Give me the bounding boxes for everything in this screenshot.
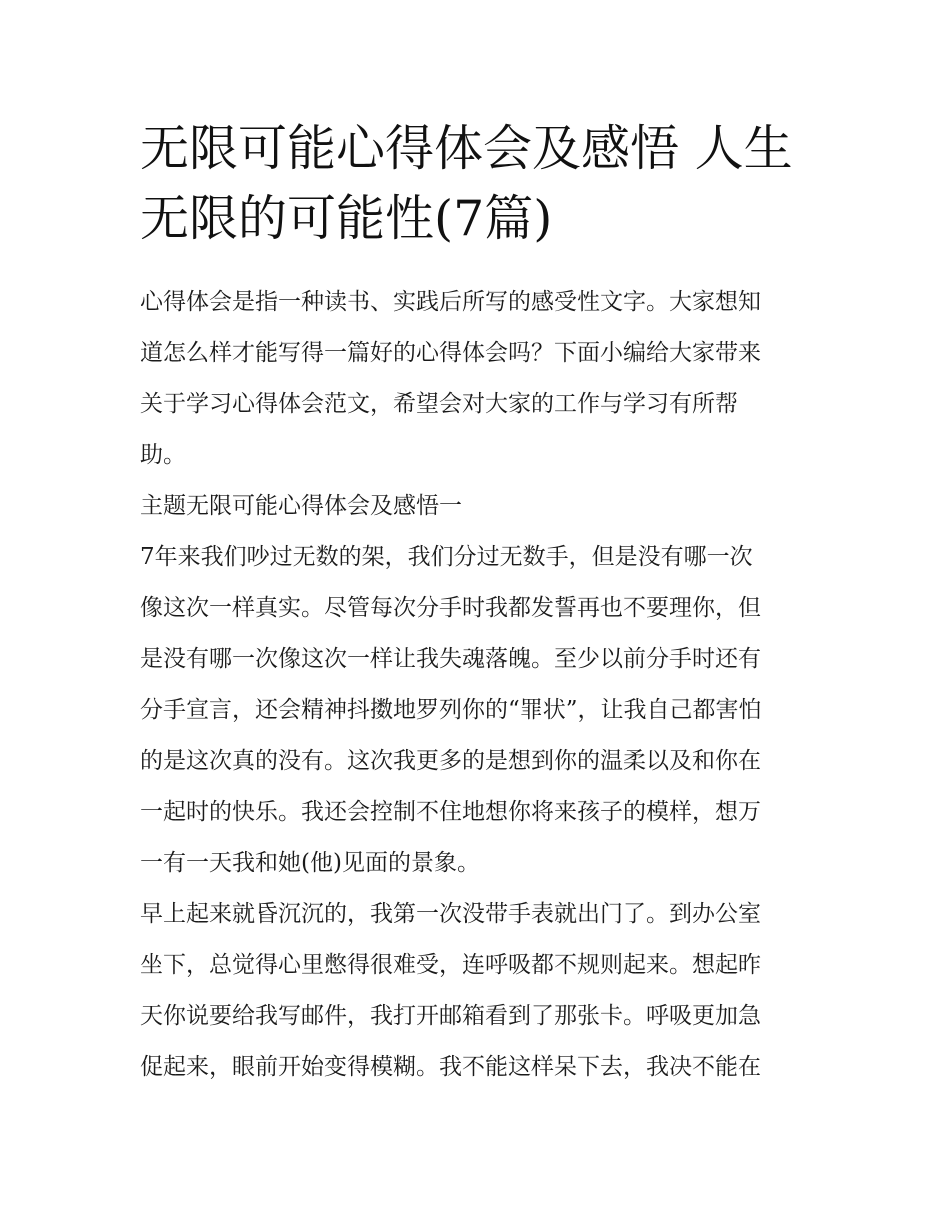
text-line: 助。 <box>140 442 186 468</box>
text-line: 一起时的快乐。我还会控制不住地想你将来孩子的模样，想万 <box>140 799 761 825</box>
text-line: 坐下，总觉得心里憋得很难受，连呼吸都不规则起来。想起昨 <box>140 952 761 978</box>
text-line: 是没有哪一次像这次一样让我失魂落魄。至少以前分手时还有 <box>140 646 761 672</box>
text-line: 7年来我们吵过无数的架，我们分过无数手，但是没有哪一次 <box>140 544 753 570</box>
text-line: 促起来，眼前开始变得模糊。我不能这样呆下去，我决不能在 <box>140 1054 761 1080</box>
intro-paragraph <box>140 277 830 481</box>
title-line: 无限可能心得体会及感悟 人生 <box>140 120 793 177</box>
text-line: 的是这次真的没有。这次我更多的是想到你的温柔以及和你在 <box>140 748 761 774</box>
section-heading <box>140 481 830 532</box>
document-title <box>140 114 830 254</box>
text-line: 一有一天我和她(他)见面的景象。 <box>140 850 480 876</box>
section-heading-text: 主题无限可能心得体会及感悟一 <box>140 493 462 519</box>
text-line: 像这次一样真实。尽管每次分手时我都发誓再也不要理你，但 <box>140 595 761 621</box>
text-line: 心得体会是指一种读书、实践后所写的感受性文字。大家想知 <box>140 289 761 315</box>
text-line: 分手宣言，还会精神抖擞地罗列你的“罪状”，让我自己都害怕 <box>140 697 762 723</box>
paragraph-1 <box>140 532 830 889</box>
text-line: 天你说要给我写邮件，我打开邮箱看到了那张卡。呼吸更加急 <box>140 1003 761 1029</box>
text-line: 关于学习心得体会范文，希望会对大家的工作与学习有所帮 <box>140 391 738 417</box>
paragraph-2 <box>140 889 830 1093</box>
title-line: 无限的可能性(7篇) <box>140 190 553 247</box>
document-body <box>140 277 830 1093</box>
text-line: 道怎么样才能写得一篇好的心得体会吗？下面小编给大家带来 <box>140 340 761 366</box>
text-line: 早上起来就昏沉沉的，我第一次没带手表就出门了。到办公室 <box>140 901 761 927</box>
